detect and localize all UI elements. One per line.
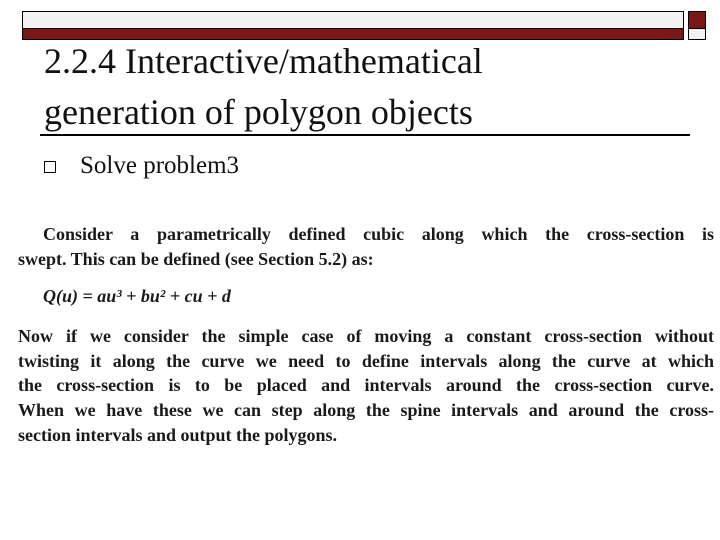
paragraph-2-line-4: When we have these we can step along the spine intervals and around the cross- [18, 400, 714, 421]
paragraph-1 [18, 222, 714, 272]
corner-square-dark [688, 11, 706, 29]
slide-title-line-1: 2.2.4 Interactive/mathematical [44, 41, 483, 81]
paragraph-2-line-1: Now if we consider the simple case of moving a constant cross-section without [18, 326, 714, 346]
paragraph-1-line-1: Consider a parametrically defined cubic along which the cross-section is [43, 224, 714, 244]
cubic-formula: Q(u) = au³ + bu² + cu + d [43, 286, 231, 306]
paragraph-2-line-5: section intervals and output the polygons. [18, 424, 338, 445]
slide-title [44, 36, 684, 138]
square-bullet-icon [44, 161, 56, 173]
paragraph-2 [18, 324, 714, 447]
title-divider [40, 134, 690, 136]
bullet-text: Solve problem3 [80, 152, 240, 179]
corner-square-light [688, 29, 706, 40]
paragraph-1-line-2: swept. This can be defined (see Section 5.2) as: [18, 249, 374, 269]
header-bar-light [22, 11, 684, 29]
paragraph-2-line-3: the cross-section is to be placed and intervals around the cross-section curve. [18, 375, 714, 396]
slide-title-line-2: generation of polygon objects [44, 92, 473, 132]
paragraph-2-line-2: twisting it along the curve we need to define intervals along the curve at which [18, 350, 714, 371]
